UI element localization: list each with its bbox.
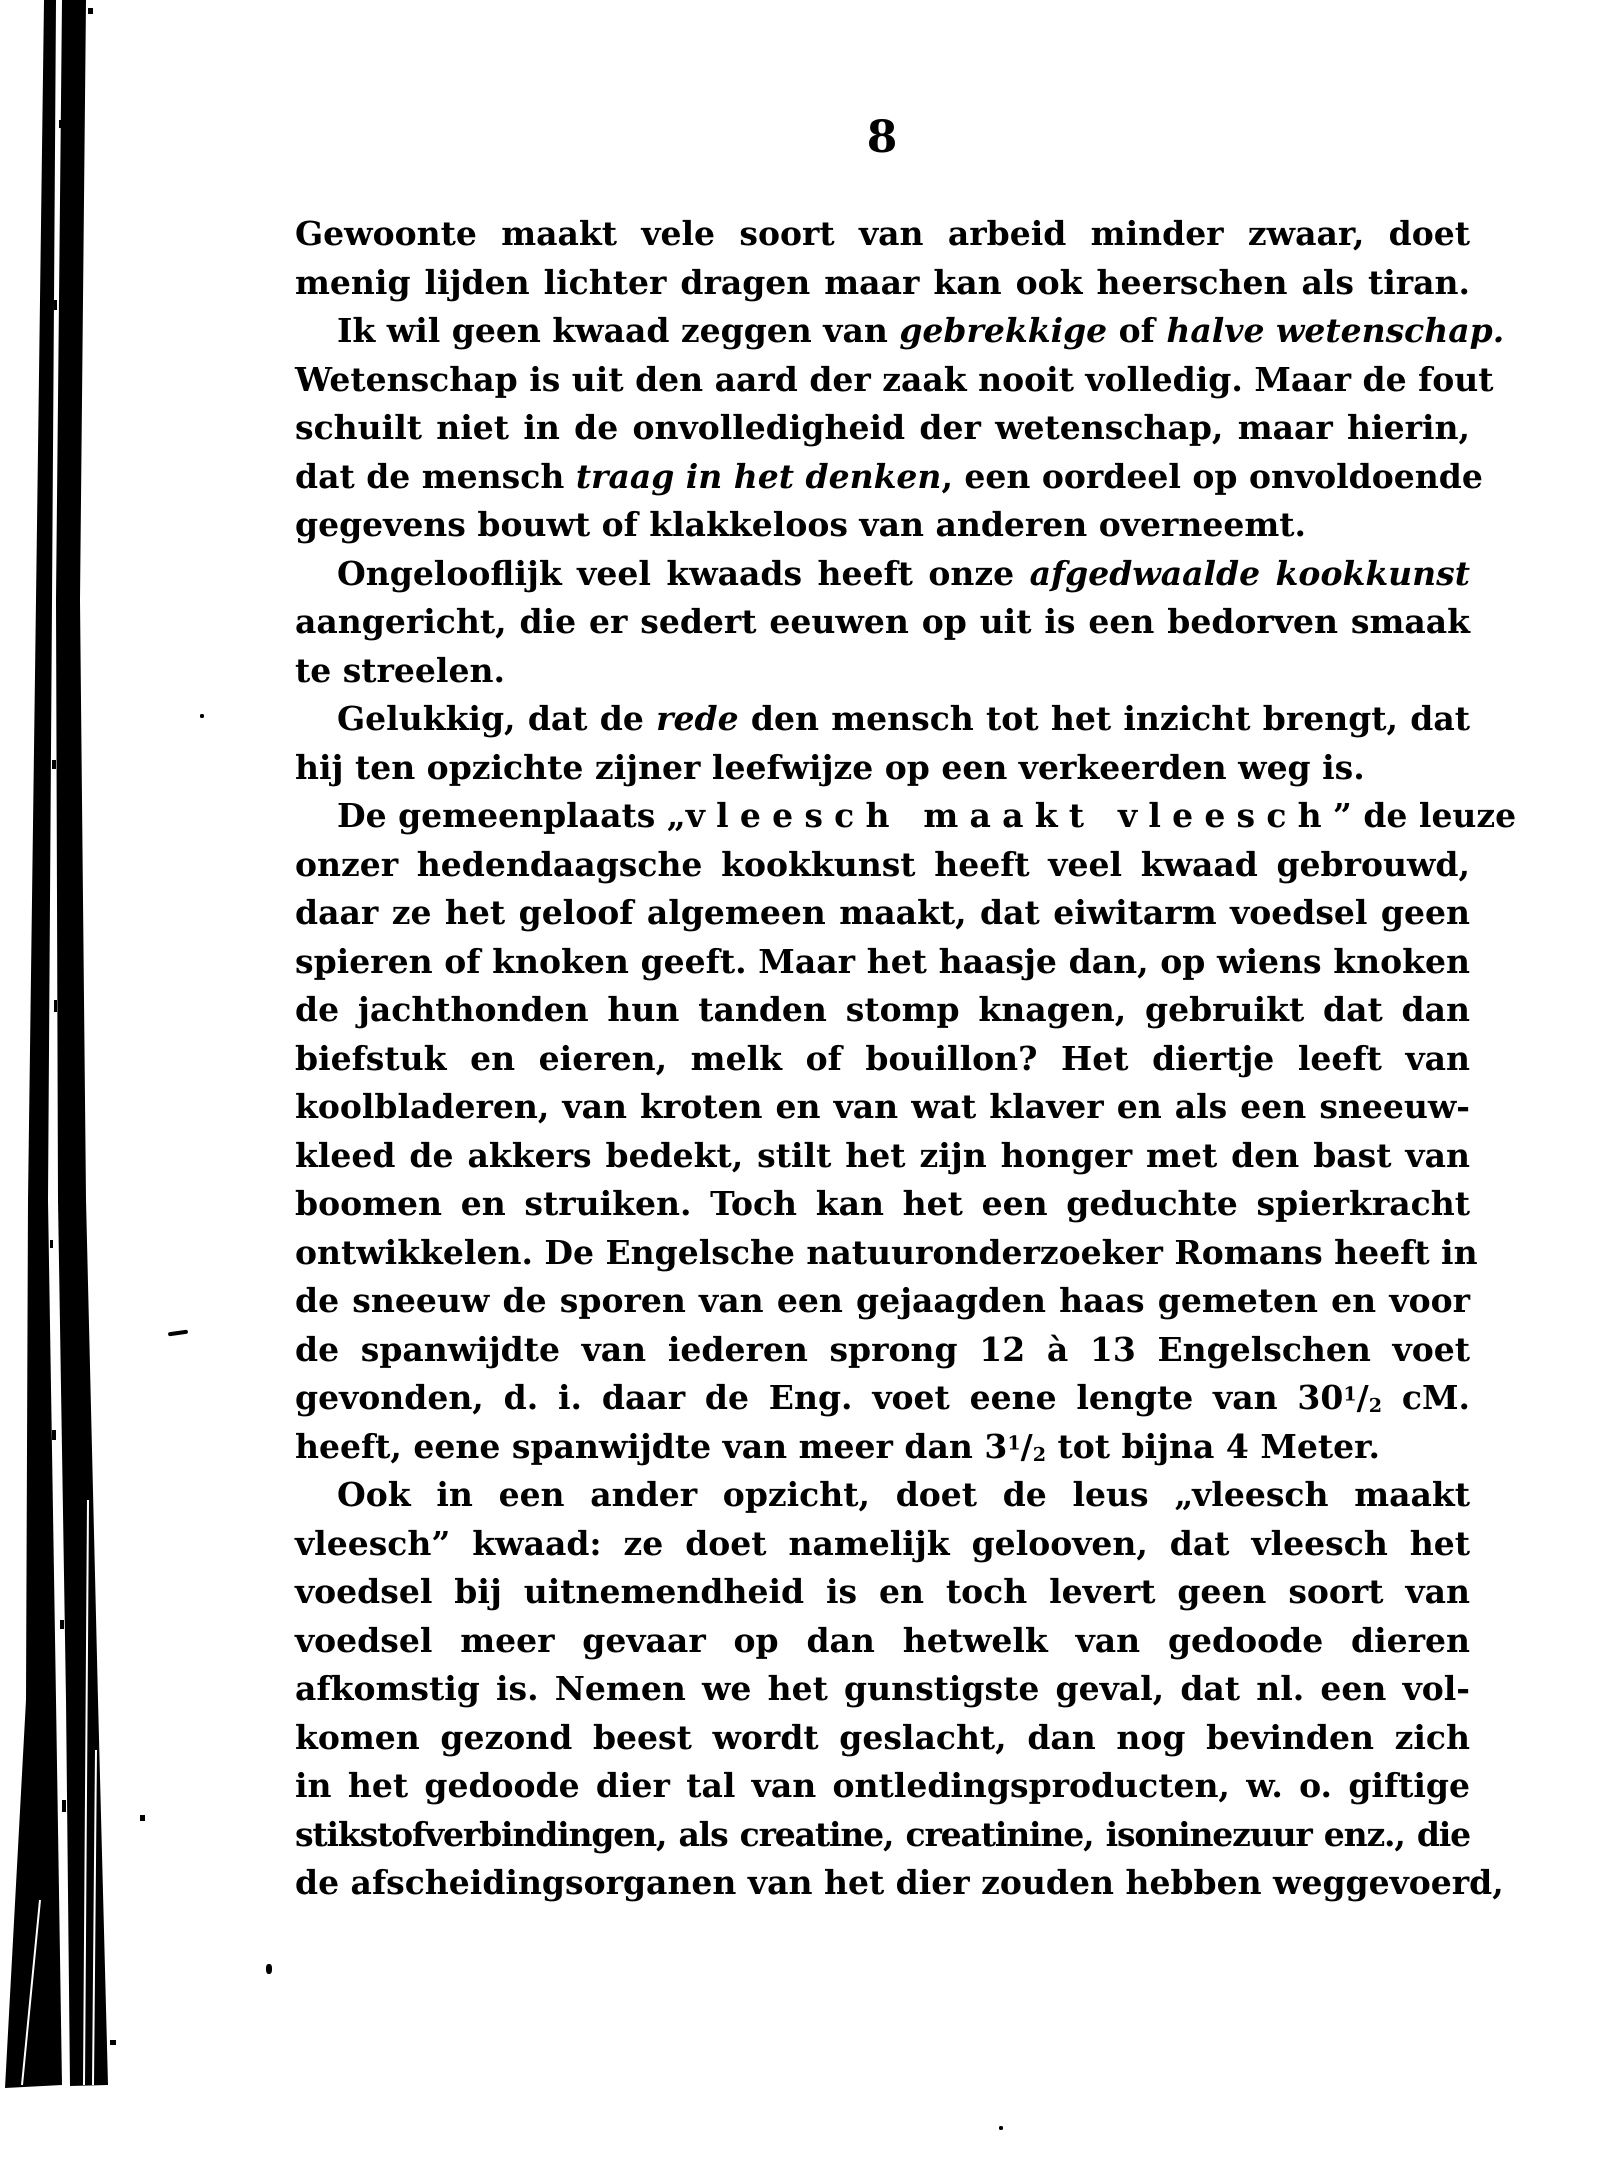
fraction: $^1/_2$ [1007,1426,1046,1466]
text-segment: heeft, eene spanwijdte van meer dan 3 [295,1426,1008,1466]
scan-speck [200,714,204,718]
scan-speck [999,2126,1003,2130]
text-line [295,550,1470,599]
text-segment: vleesch” kwaad: ze doet namelijk gelooven, dat vleesch het [295,1523,1470,1563]
text-segment: afkomstig is. Nemen we het gunstigste geval, dat nl. een vol- [295,1669,1470,1708]
text-segment: Ik wil geen kwaad zeggen van [337,311,900,350]
italic-text: traag in het denken [575,456,942,496]
text-segment: schuilt niet in de onvolledigheid der wetenschap, maar hierin, [295,408,1470,447]
fraction: $^1/_2$ [1343,1378,1383,1417]
text-segment: in het gedoode dier tal van ontledingsproducten, w. o. giftige [295,1766,1470,1805]
body-text [295,210,1517,1908]
text-line [295,1180,1470,1229]
text-segment: gevonden, d. i. daar de Eng. voet eene lengte van 30 [295,1378,1344,1417]
binding-edge-artifact [0,0,170,2178]
text-line [295,1132,1470,1181]
text-segment: komen gezond beest wordt geslacht, dan nog bevinden zich [295,1717,1470,1757]
text-segment: biefstuk en eieren, melk of bouillon? Het diertje leeft van [295,1038,1470,1078]
text-segment: gegevens bouwt of klakkeloos van anderen overneemt. [295,505,1306,544]
text-segment: hij ten opzichte zijner leefwijze op een verkeerden weg is. [295,747,1365,787]
italic-text: rede [656,699,739,738]
text-segment: Ongelooflijk veel kwaads heeft onze [337,553,1030,593]
text-segment: kleed de akkers bedekt, stilt het zijn honger met den bast van [295,1135,1470,1175]
text-segment: dat de mensch [295,456,576,496]
text-segment: onzer hedendaagsche kookkunst heeft veel kwaad gebrouwd, [295,844,1470,884]
italic-text: gebrekkige [899,311,1108,350]
text-line [295,1374,1470,1423]
text-line [295,1665,1470,1714]
text-segment: den mensch tot het inzicht brengt, dat [738,699,1470,738]
text-segment: de spanwijdte van iederen sprong 12 à 13 Engelschen voet [295,1329,1470,1369]
text-line [295,1326,1470,1375]
text-line [295,1762,1470,1811]
text-line [295,307,1505,356]
text-segment: tot bijna 4 Meter. [1046,1426,1380,1466]
italic-text: afgedwaalde kookkunst [1029,553,1470,593]
text-line [295,986,1470,1035]
text-segment: te streelen. [295,650,505,690]
text-line [295,1083,1470,1132]
italic-text: halve wetenschap. [1166,311,1505,350]
text-line [295,1568,1470,1617]
text-segment: stikstofverbindingen, als creatine, creatinine, isoninezuur enz., die [295,1814,1470,1854]
text-segment: aangericht, die er sedert eeuwen op uit is een bedorven smaak [295,602,1470,641]
text-line [295,695,1470,744]
text-line [295,1229,1478,1278]
text-line [295,1423,1470,1472]
text-line [295,1277,1470,1326]
text-segment: voedsel meer gevaar op dan hetwelk van gedoode dieren [295,1620,1470,1660]
text-segment: voedsel bij uitnemendheid is en toch levert geen soort van [295,1572,1470,1611]
text-line [295,841,1470,890]
text-line [295,744,1470,793]
text-segment: koolbladeren, van kroten en van wat klaver en als een sneeuw- [295,1087,1470,1126]
letterspaced-text: vleesch maakt vleesch [685,796,1333,835]
text-line [295,598,1470,647]
text-line [295,453,1483,502]
text-segment: De gemeenplaats „ [337,796,686,835]
text-segment: de jachthonden hun tanden stomp knagen, gebruikt dat dan [295,990,1470,1029]
text-line [295,1035,1470,1084]
text-segment: de sneeuw de sporen van een gejaagden haas gemeten en voor [295,1281,1470,1320]
text-line [295,792,1517,841]
text-segment: boomen en struiken. Toch kan het een geduchte spierkracht [295,1184,1470,1223]
text-segment: spieren of knoken geeft. Maar het haasje dan, op wiens knoken [295,941,1470,981]
text-segment: Wetenschap is uit den aard der zaak nooit volledig. Maar de fout [295,359,1494,399]
text-segment: Gewoonte maakt vele soort van arbeid minder zwaar, doet [295,214,1470,253]
text-segment: menig lijden lichter dragen maar kan ook heerschen als tiran. [295,262,1470,302]
scan-speck [266,1964,272,1974]
text-segment: ontwikkelen. De Engelsche natuuronderzoeker Romans heeft in [295,1232,1478,1272]
text-segment: of [1107,311,1167,350]
text-segment: , een oordeel op onvoldoende [941,456,1483,496]
text-line [295,1811,1470,1860]
text-line [295,938,1470,987]
text-line [295,501,1470,550]
text-line [295,1617,1470,1666]
text-line [295,210,1470,259]
text-line [295,356,1494,405]
text-line [295,647,1470,696]
text-segment: de afscheidingsorganen van het dier zouden hebben weggevoerd, [295,1863,1504,1902]
margin-dash-artifact [168,1330,188,1337]
text-segment: Gelukkig, dat de [337,699,657,738]
text-line [295,404,1470,453]
text-line [295,1471,1470,1520]
text-line [295,259,1470,308]
text-line [295,889,1470,938]
page-number: 8 [866,112,898,163]
text-line [295,1859,1504,1908]
text-segment: ” de leuze [1332,796,1517,835]
text-segment: daar ze het geloof algemeen maakt, dat eiwitarm voedsel geen [295,893,1470,932]
text-segment: cM. [1382,1378,1470,1417]
text-line [295,1714,1470,1763]
text-line [295,1520,1470,1569]
text-segment: Ook in een ander opzicht, doet de leus „vleesch maakt [337,1475,1470,1514]
